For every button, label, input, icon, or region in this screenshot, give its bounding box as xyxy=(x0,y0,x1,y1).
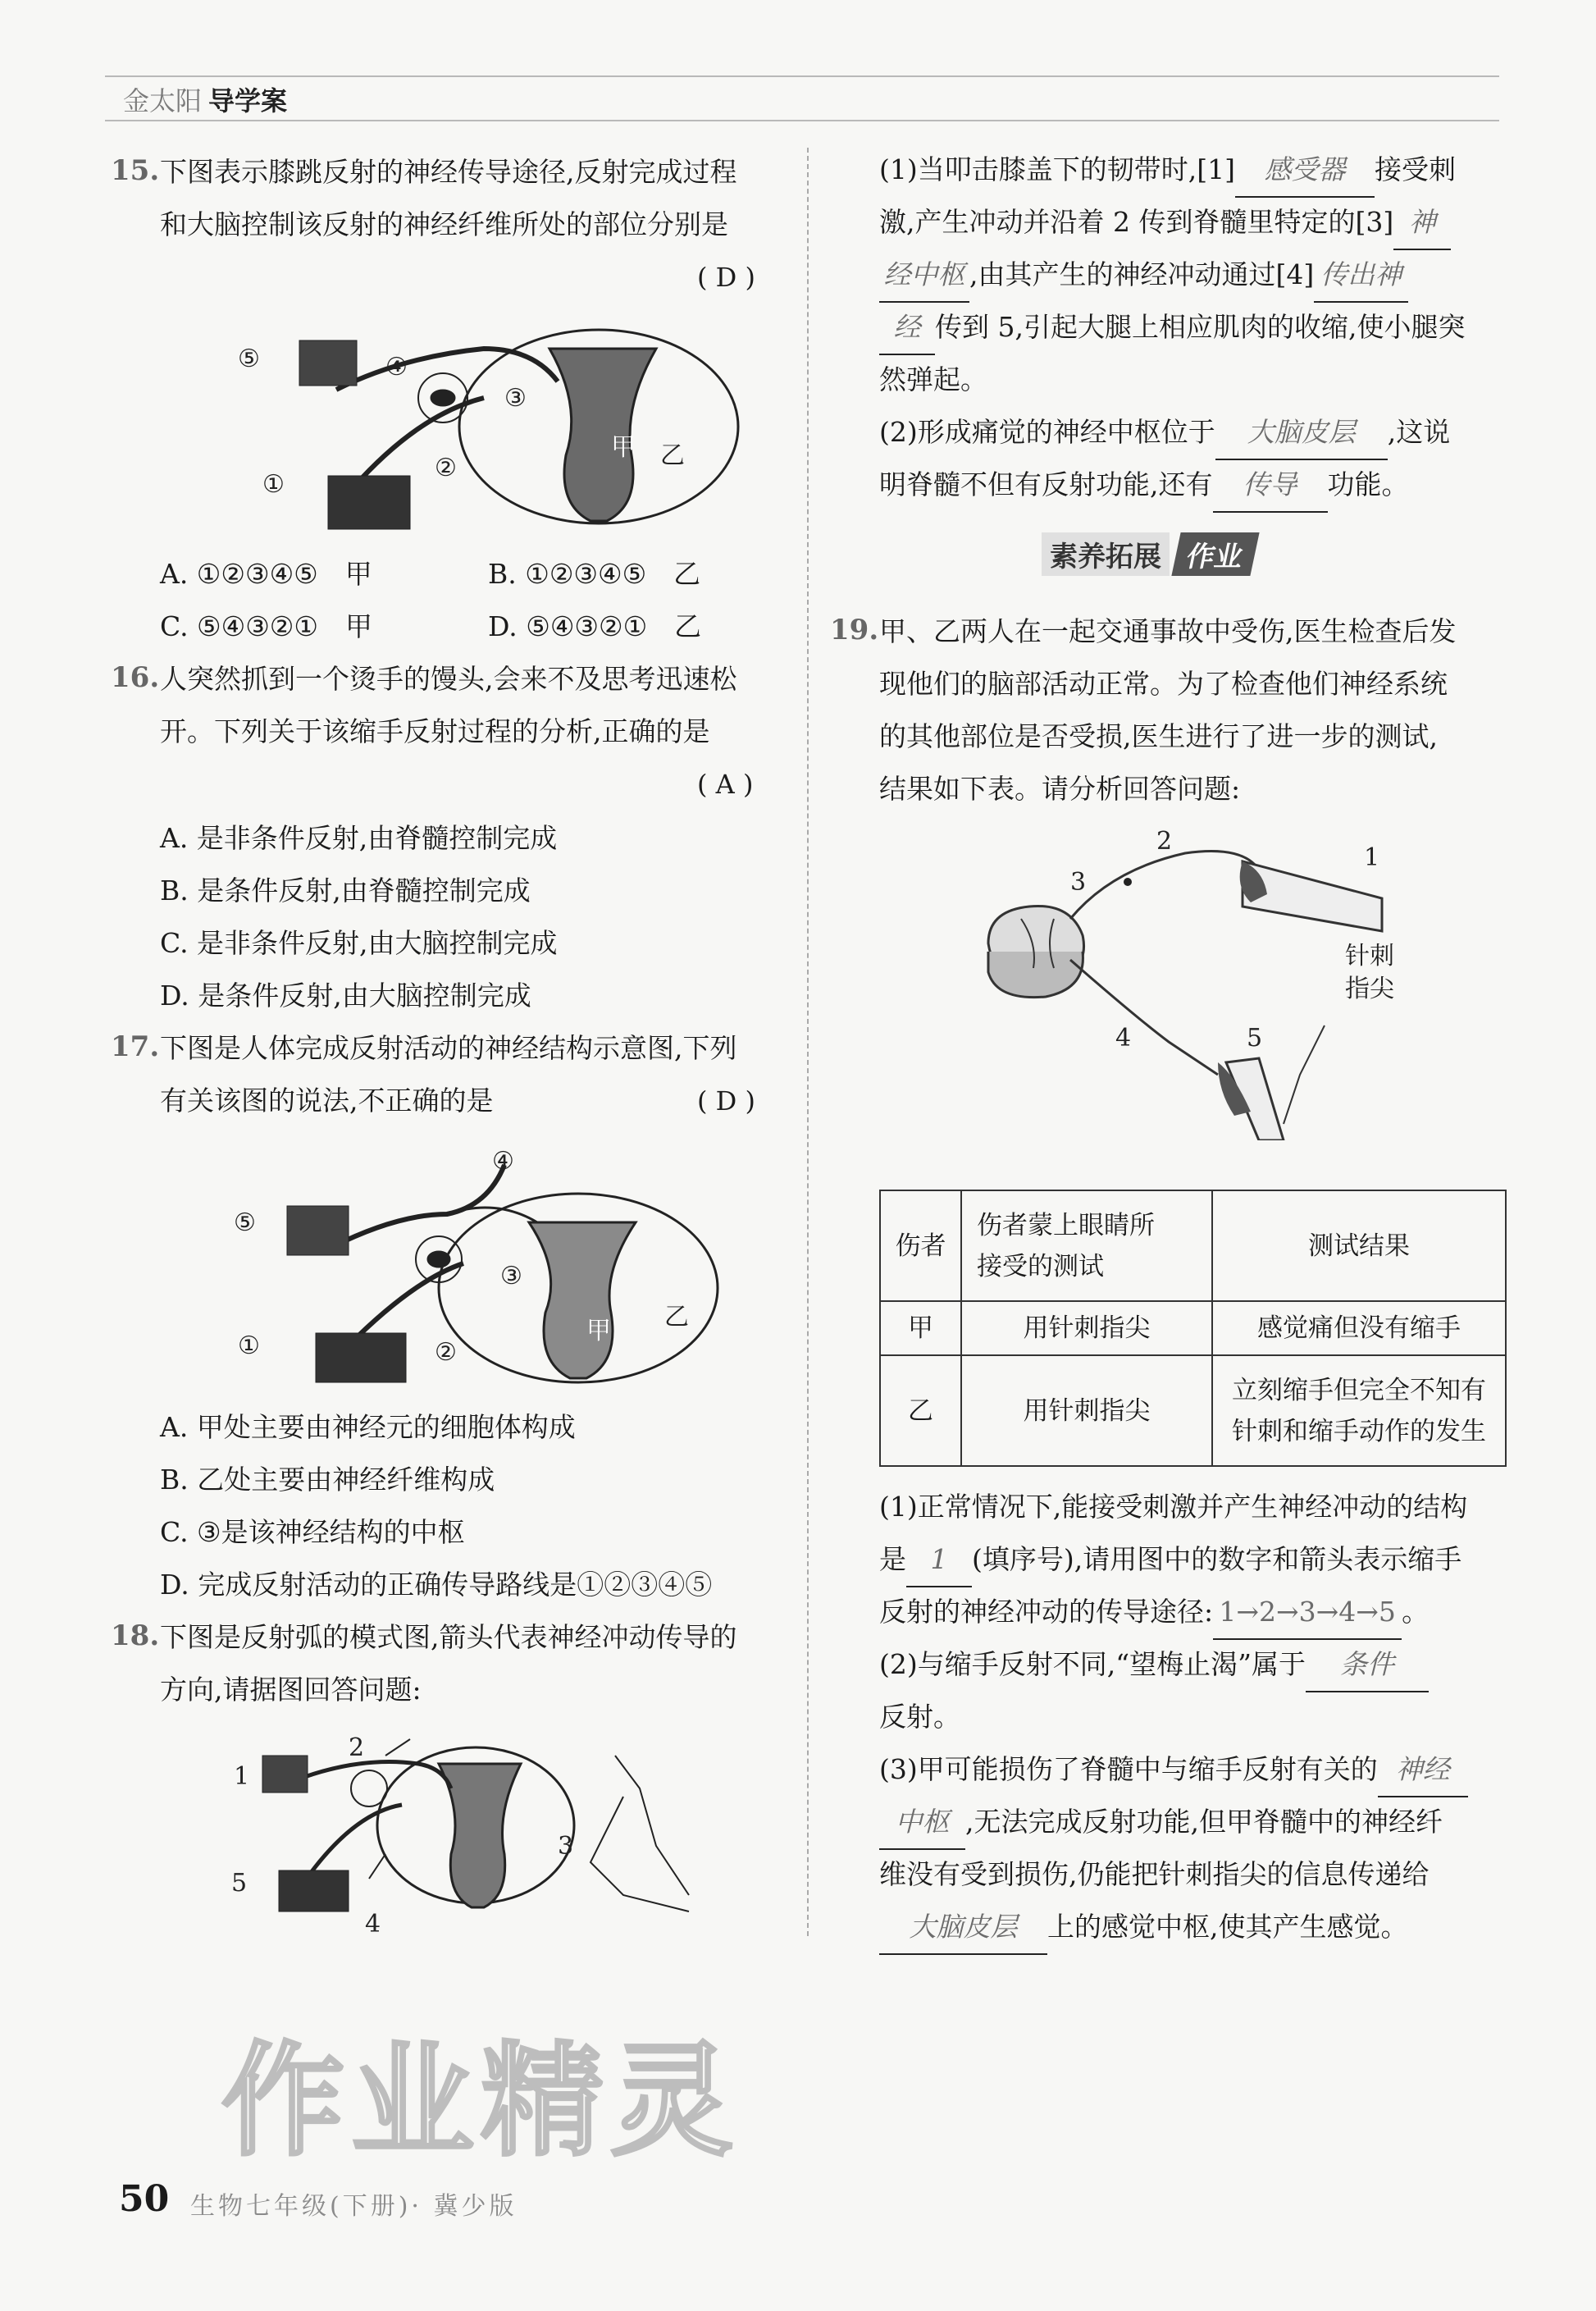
section-badge xyxy=(1042,533,1255,574)
q15-label-2: ② xyxy=(435,454,457,482)
q18-label-3: 3 xyxy=(558,1832,574,1861)
q19-label-5: 5 xyxy=(1247,1024,1263,1053)
q18-blank-center-b: 经中枢 xyxy=(879,249,969,303)
q16-option-b: B. 是条件反射,由脊髓控制完成 xyxy=(160,875,531,907)
q18-part1-line2: 激,产生冲动并沿着 2 传到脊髓里特定的[3] 神 xyxy=(879,196,1451,250)
q17-label-yi: 乙 xyxy=(664,1303,689,1331)
q18-blank-center-a: 神 xyxy=(1393,196,1451,250)
q15-label-5: ⑤ xyxy=(238,345,260,373)
q19-part2-line2: 反射。 xyxy=(879,1701,960,1733)
q18-label-4: 4 xyxy=(365,1910,381,1936)
q18-stem-line2: 方向,请据图回答问题: xyxy=(160,1674,422,1706)
q16-stem-line1: 人突然抓到一个烫手的馒头,会来不及思考迅速松 xyxy=(160,663,737,695)
q15-stem-line2: 和大脑控制该反射的神经纤维所处的部位分别是 xyxy=(160,208,728,240)
q16-option-d: D. 是条件反射,由大脑控制完成 xyxy=(160,980,531,1012)
q17-option-c: C. ③是该神经结构的中枢 xyxy=(160,1516,465,1548)
table-cell: 甲 xyxy=(880,1301,961,1355)
q19-blank-cortex: 大脑皮层 xyxy=(879,1901,1047,1955)
q17-label-4: ④ xyxy=(492,1149,514,1176)
q15-label-1: ① xyxy=(262,470,285,499)
q15-label-4: ④ xyxy=(385,353,408,381)
q19-blank-conditioned: 条件 xyxy=(1306,1638,1429,1692)
q18-blank-efferent-a: 传出神 xyxy=(1314,249,1408,303)
q15-option-b: B. ①②③④⑤ 乙 xyxy=(488,558,701,590)
table-cell: 立刻缩手但完全不知有 针刺和缩手动作的发生 xyxy=(1212,1355,1506,1466)
q18-reflex-arc-diagram xyxy=(230,1731,722,1936)
q15-receptor-shape xyxy=(299,340,357,386)
q18-effector-shape xyxy=(279,1870,349,1911)
q17-option-d: D. 完成反射活动的正确传导路线是①②③④⑤ xyxy=(160,1569,713,1601)
table-header-cell: 伤者蒙上眼睛所 接受的测试 xyxy=(961,1190,1212,1301)
q19-part3-line2: 中枢 ,无法完成反射功能,但甲脊髓中的神经纤 xyxy=(879,1796,1443,1850)
q18-blank-efferent-b: 经 xyxy=(879,301,935,355)
q15-option-a: A. ①②③④⑤ 甲 xyxy=(160,558,372,590)
q18-part1-line1: (1)当叩击膝盖下的韧带时,[1] 感受器 接受刺 xyxy=(879,144,1456,198)
column-divider xyxy=(807,148,809,1936)
q15-answer: ( D ) xyxy=(697,262,755,293)
q16-option-a: A. 是非条件反射,由脊髓控制完成 xyxy=(160,822,558,854)
brand-name: 金太阳 xyxy=(123,85,203,116)
table-row xyxy=(880,1355,1506,1466)
q17-label-3: ③ xyxy=(500,1262,522,1290)
q19-label-4: 4 xyxy=(1115,1024,1132,1053)
q16-answer: ( A ) xyxy=(697,769,754,800)
q19-label-3: 3 xyxy=(1070,868,1087,897)
q17-label-jia: 甲 xyxy=(586,1317,611,1345)
q17-stem-line1: 下图是人体完成反射活动的神经结构示意图,下列 xyxy=(160,1032,737,1064)
section-title: 素养拓展 xyxy=(1042,532,1170,576)
q15-number: 15. xyxy=(111,154,160,187)
table-row xyxy=(880,1190,1506,1301)
q15-reflex-arc-diagram xyxy=(238,316,746,554)
q18-label-5: 5 xyxy=(231,1869,248,1898)
section-tag: 作业 xyxy=(1171,532,1259,576)
q17-reflex-arc-diagram xyxy=(234,1149,726,1395)
q19-blank-receptor: 1 xyxy=(906,1533,972,1587)
q16-option-c: C. 是非条件反射,由大脑控制完成 xyxy=(160,927,558,959)
q18-receptor-shape xyxy=(262,1756,308,1793)
q19-stem-line4: 结果如下表。请分析回答问题: xyxy=(879,773,1241,805)
q18-number: 18. xyxy=(111,1619,160,1652)
q17-receptor-shape xyxy=(287,1206,349,1255)
q18-part1-line5: 然弹起。 xyxy=(879,363,987,395)
page-header-bar xyxy=(105,75,1499,121)
q19-part2-line1: (2)与缩手反射不同,“望梅止渴”属于 条件 xyxy=(879,1638,1429,1692)
q19-label-fingertip: 指尖 xyxy=(1345,975,1394,1003)
table-header-cell: 测试结果 xyxy=(1212,1190,1506,1301)
table-cell: 用针刺指尖 xyxy=(961,1355,1212,1466)
q15-effector-shape xyxy=(328,476,410,529)
q18-stem-line1: 下图是反射弧的模式图,箭头代表神经冲动传导的 xyxy=(160,1621,737,1653)
q19-part1-line1: (1)正常情况下,能接受刺激并产生神经冲动的结构 xyxy=(879,1491,1468,1523)
q19-label-needle: 针刺 xyxy=(1345,942,1394,971)
q17-effector-shape xyxy=(316,1333,406,1382)
header-title: 导学案 xyxy=(208,85,288,116)
q17-label-1: ① xyxy=(238,1331,260,1360)
q18-part2-line2: 明脊髓不但有反射功能,还有 传导 功能。 xyxy=(879,459,1409,513)
q19-stem-line2: 现他们的脑部活动正常。为了检查他们神经系统 xyxy=(879,668,1448,700)
q19-part1-line2: 是 1 (填序号),请用图中的数字和箭头表示缩手 xyxy=(879,1533,1461,1587)
q15-option-c: C. ⑤④③②① 甲 xyxy=(160,610,372,642)
q19-blank-pathway: 1→2→3→4→5 xyxy=(1213,1586,1402,1640)
q19-stem-line3: 的其他部位是否受损,医生进行了进一步的测试, xyxy=(879,720,1438,752)
q16-stem-line2: 开。下列关于该缩手反射过程的分析,正确的是 xyxy=(160,715,710,747)
table-cell: 感觉痛但没有缩手 xyxy=(1212,1301,1506,1355)
q17-option-a: A. 甲处主要由神经元的细胞体构成 xyxy=(160,1411,576,1443)
q17-number: 17. xyxy=(111,1030,160,1063)
q19-label-2: 2 xyxy=(1156,829,1173,856)
q18-part1-line4: 经 传到 5,引起大腿上相应肌肉的收缩,使小腿突 xyxy=(879,301,1465,355)
table-cell: 用针刺指尖 xyxy=(961,1301,1212,1355)
q18-label-2: 2 xyxy=(349,1733,365,1762)
q18-blank-conduction: 传导 xyxy=(1213,459,1328,513)
q19-part3-line4: 大脑皮层 上的感觉中枢,使其产生感觉。 xyxy=(879,1901,1408,1955)
q15-label-3: ③ xyxy=(504,384,527,413)
q19-withdrawal-reflex-diagram xyxy=(972,829,1431,1140)
q15-stem-line1: 下图表示膝跳反射的神经传导途径,反射完成过程 xyxy=(160,156,737,188)
q19-blank-center-b: 中枢 xyxy=(879,1796,965,1850)
header-brand xyxy=(123,80,287,118)
q18-label-1: 1 xyxy=(234,1762,250,1791)
q16-number: 16. xyxy=(111,661,160,694)
watermark-large: 作业精灵 xyxy=(221,2030,741,2173)
q19-blank-center-a: 神经 xyxy=(1378,1743,1468,1797)
q19-label-1: 1 xyxy=(1364,843,1380,872)
q15-option-d: D. ⑤④③②① 乙 xyxy=(488,610,702,642)
table-header-cell: 伤者 xyxy=(880,1190,961,1301)
q18-part1-line3: 经中枢 ,由其产生的神经冲动通过[4] 传出神 xyxy=(879,249,1408,303)
q17-answer: ( D ) xyxy=(697,1085,755,1117)
q18-blank-cortex: 大脑皮层 xyxy=(1215,406,1388,460)
page-number: 50 xyxy=(119,2178,170,2220)
table-cell: 乙 xyxy=(880,1355,961,1466)
q18-blank-receptor: 感受器 xyxy=(1235,144,1375,198)
q19-result-table xyxy=(879,1190,1507,1467)
q19-number: 19. xyxy=(830,614,879,646)
footer-text: 生物七年级(下册)· 冀少版 xyxy=(190,2192,518,2221)
q19-part3-line3: 维没有受到损伤,仍能把针刺指尖的信息传递给 xyxy=(879,1858,1430,1890)
q15-label-yi: 乙 xyxy=(660,441,685,470)
q18-part2-line1: (2)形成痛觉的神经中枢位于 大脑皮层 ,这说 xyxy=(879,406,1450,460)
q19-ganglion-dot xyxy=(1124,878,1132,886)
q19-stem-line1: 甲、乙两人在一起交通事故中受伤,医生检查后发 xyxy=(879,615,1457,647)
q17-stem-line2: 有关该图的说法,不正确的是 xyxy=(160,1085,494,1117)
q15-label-jia: 甲 xyxy=(611,433,636,462)
q19-part1-line3: 反射的神经冲动的传导途径: 1→2→3→4→5 。 xyxy=(879,1586,1429,1640)
q17-label-5: ⑤ xyxy=(234,1208,256,1237)
q17-option-b: B. 乙处主要由神经纤维构成 xyxy=(160,1464,495,1496)
table-row xyxy=(880,1301,1506,1355)
q17-label-2: ② xyxy=(435,1338,457,1367)
q19-part3-line1: (3)甲可能损伤了脊髓中与缩手反射有关的 神经 xyxy=(879,1743,1468,1797)
